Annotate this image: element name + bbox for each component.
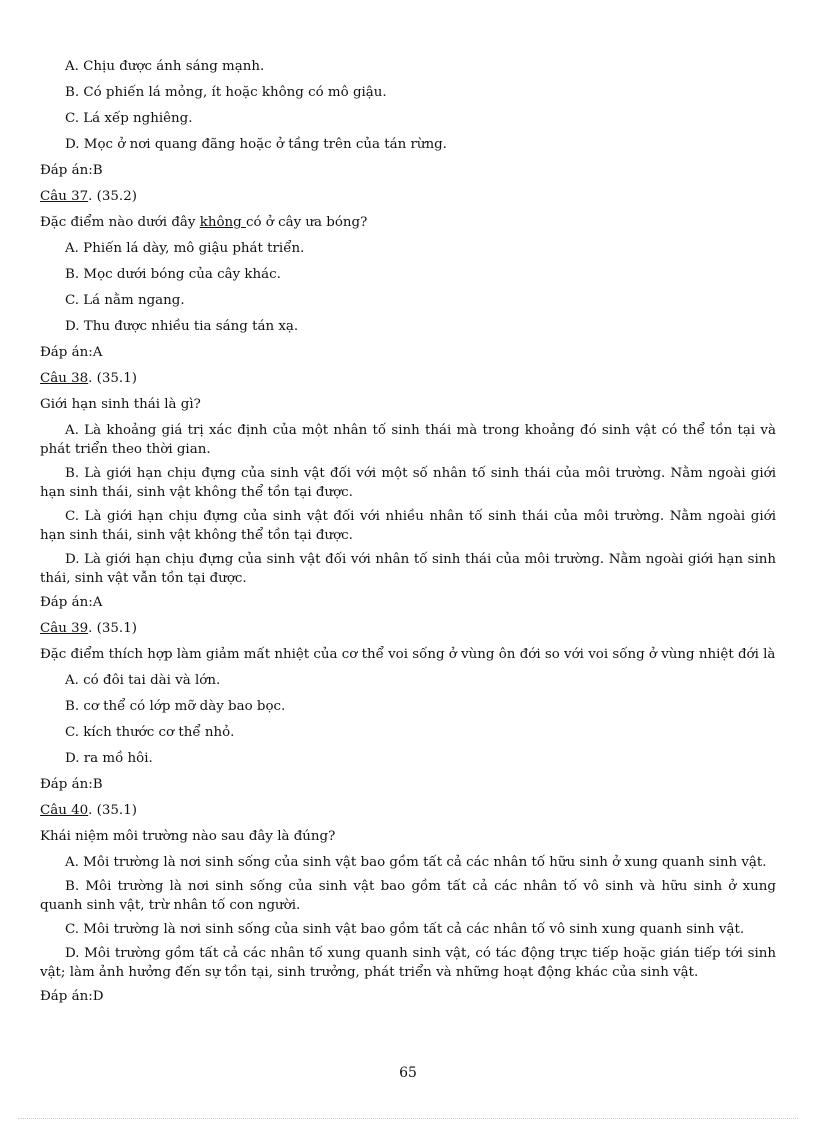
option-d: D. ra mồ hôi. xyxy=(65,751,153,766)
option-d: D. Thu được nhiều tia sáng tán xạ. xyxy=(65,319,299,334)
underlined-word: không xyxy=(199,215,246,230)
page-number: 65 xyxy=(399,1065,417,1081)
answer: Đáp án:A xyxy=(40,595,103,610)
question-text-part: có ở cây ưa bóng? xyxy=(245,215,368,230)
option-c: C. Lá nằm ngang. xyxy=(65,293,185,308)
option-d: D. Mọc ở nơi quang đãng hoặc ở tầng trên của tán rừng. xyxy=(65,137,447,152)
question-header xyxy=(40,801,776,820)
option-c: C. Lá xếp nghiêng. xyxy=(65,111,193,126)
option-a: A. Là khoảng giá trị xác định của một nhân tố sinh thái mà trong khoảng đó sinh vật có thể tồn tại và phát triển theo thời gian. xyxy=(40,423,776,457)
option-a: A. Chịu được ánh sáng mạnh. xyxy=(65,59,265,74)
option-d: D. Môi trường gồm tất cả các nhân tố xung quanh sinh vật, có tác động trực tiếp hoặc gián tiếp tới sinh vật; làm ảnh hưởng đến sự tồn tại, sinh trưởng, phát triển và những hoạt động khác của sinh vật. xyxy=(40,946,776,980)
question-header xyxy=(40,369,776,388)
option-d: D. Là giới hạn chịu đựng của sinh vật đối với nhân tố sinh thái của môi trường. Nằm ngoài giới hạn sinh thái, sinh vật vẫn tồn tại được. xyxy=(40,552,776,586)
question-label: Câu 39 xyxy=(40,621,89,636)
question-header xyxy=(40,619,776,638)
question-text-part: Đặc điểm nào dưới đây xyxy=(40,215,200,230)
question-header xyxy=(40,187,776,206)
question-text: Giới hạn sinh thái là gì? xyxy=(40,397,201,412)
option-b: B. Có phiến lá mỏng, ít hoặc không có mô giậu. xyxy=(65,85,387,100)
option-b: B. cơ thể có lớp mỡ dày bao bọc. xyxy=(65,699,286,714)
option-b: B. Là giới hạn chịu đựng của sinh vật đối với một số nhân tố sinh thái của môi trường. Nằm ngoài giới hạn sinh thái, sinh vật không thể tồn tại được. xyxy=(40,466,776,500)
option-b: B. Môi trường là nơi sinh sống của sinh vật bao gồm tất cả các nhân tố vô sinh và hữu sinh ở xung quanh sinh vật, trừ nhân tố con người. xyxy=(40,879,776,913)
option-c: C. kích thước cơ thể nhỏ. xyxy=(65,725,235,740)
question-label: Câu 38 xyxy=(40,371,89,386)
option-c: C. Là giới hạn chịu đựng của sinh vật đối với nhiều nhân tố sinh thái của môi trường. Nằm ngoài giới hạn sinh thái, sinh vật không thể tồn tại được. xyxy=(40,509,776,543)
question-text xyxy=(40,213,776,232)
option-a: A. Phiến lá dày, mô giậu phát triển. xyxy=(65,241,305,256)
page-content xyxy=(40,57,776,1013)
question-text: Khái niệm môi trường nào sau đây là đúng? xyxy=(40,829,336,844)
question-text: Đặc điểm thích hợp làm giảm mất nhiệt của cơ thể voi sống ở vùng ôn đới so với voi sống ở vùng nhiệt đới là xyxy=(40,647,776,662)
answer: Đáp án:A xyxy=(40,345,103,360)
question-code: . (35.1) xyxy=(88,621,137,636)
option-a: A. Môi trường là nơi sinh sống của sinh vật bao gồm tất cả các nhân tố hữu sinh ở xung quanh sinh vật. xyxy=(65,855,767,870)
answer: Đáp án:B xyxy=(40,163,103,178)
option-a: A. có đôi tai dài và lớn. xyxy=(65,673,221,688)
question-label: Câu 37 xyxy=(40,189,89,204)
option-b: B. Mọc dưới bóng của cây khác. xyxy=(65,267,281,282)
answer: Đáp án:D xyxy=(40,989,104,1004)
question-code: . (35.1) xyxy=(88,371,137,386)
question-code: . (35.1) xyxy=(88,803,137,818)
answer: Đáp án:B xyxy=(40,777,103,792)
page-bottom-divider xyxy=(18,1118,798,1119)
option-c: C. Môi trường là nơi sinh sống của sinh vật bao gồm tất cả các nhân tố vô sinh xung quanh sinh vật. xyxy=(65,922,745,937)
question-label: Câu 40 xyxy=(40,803,89,818)
question-code: . (35.2) xyxy=(88,189,137,204)
